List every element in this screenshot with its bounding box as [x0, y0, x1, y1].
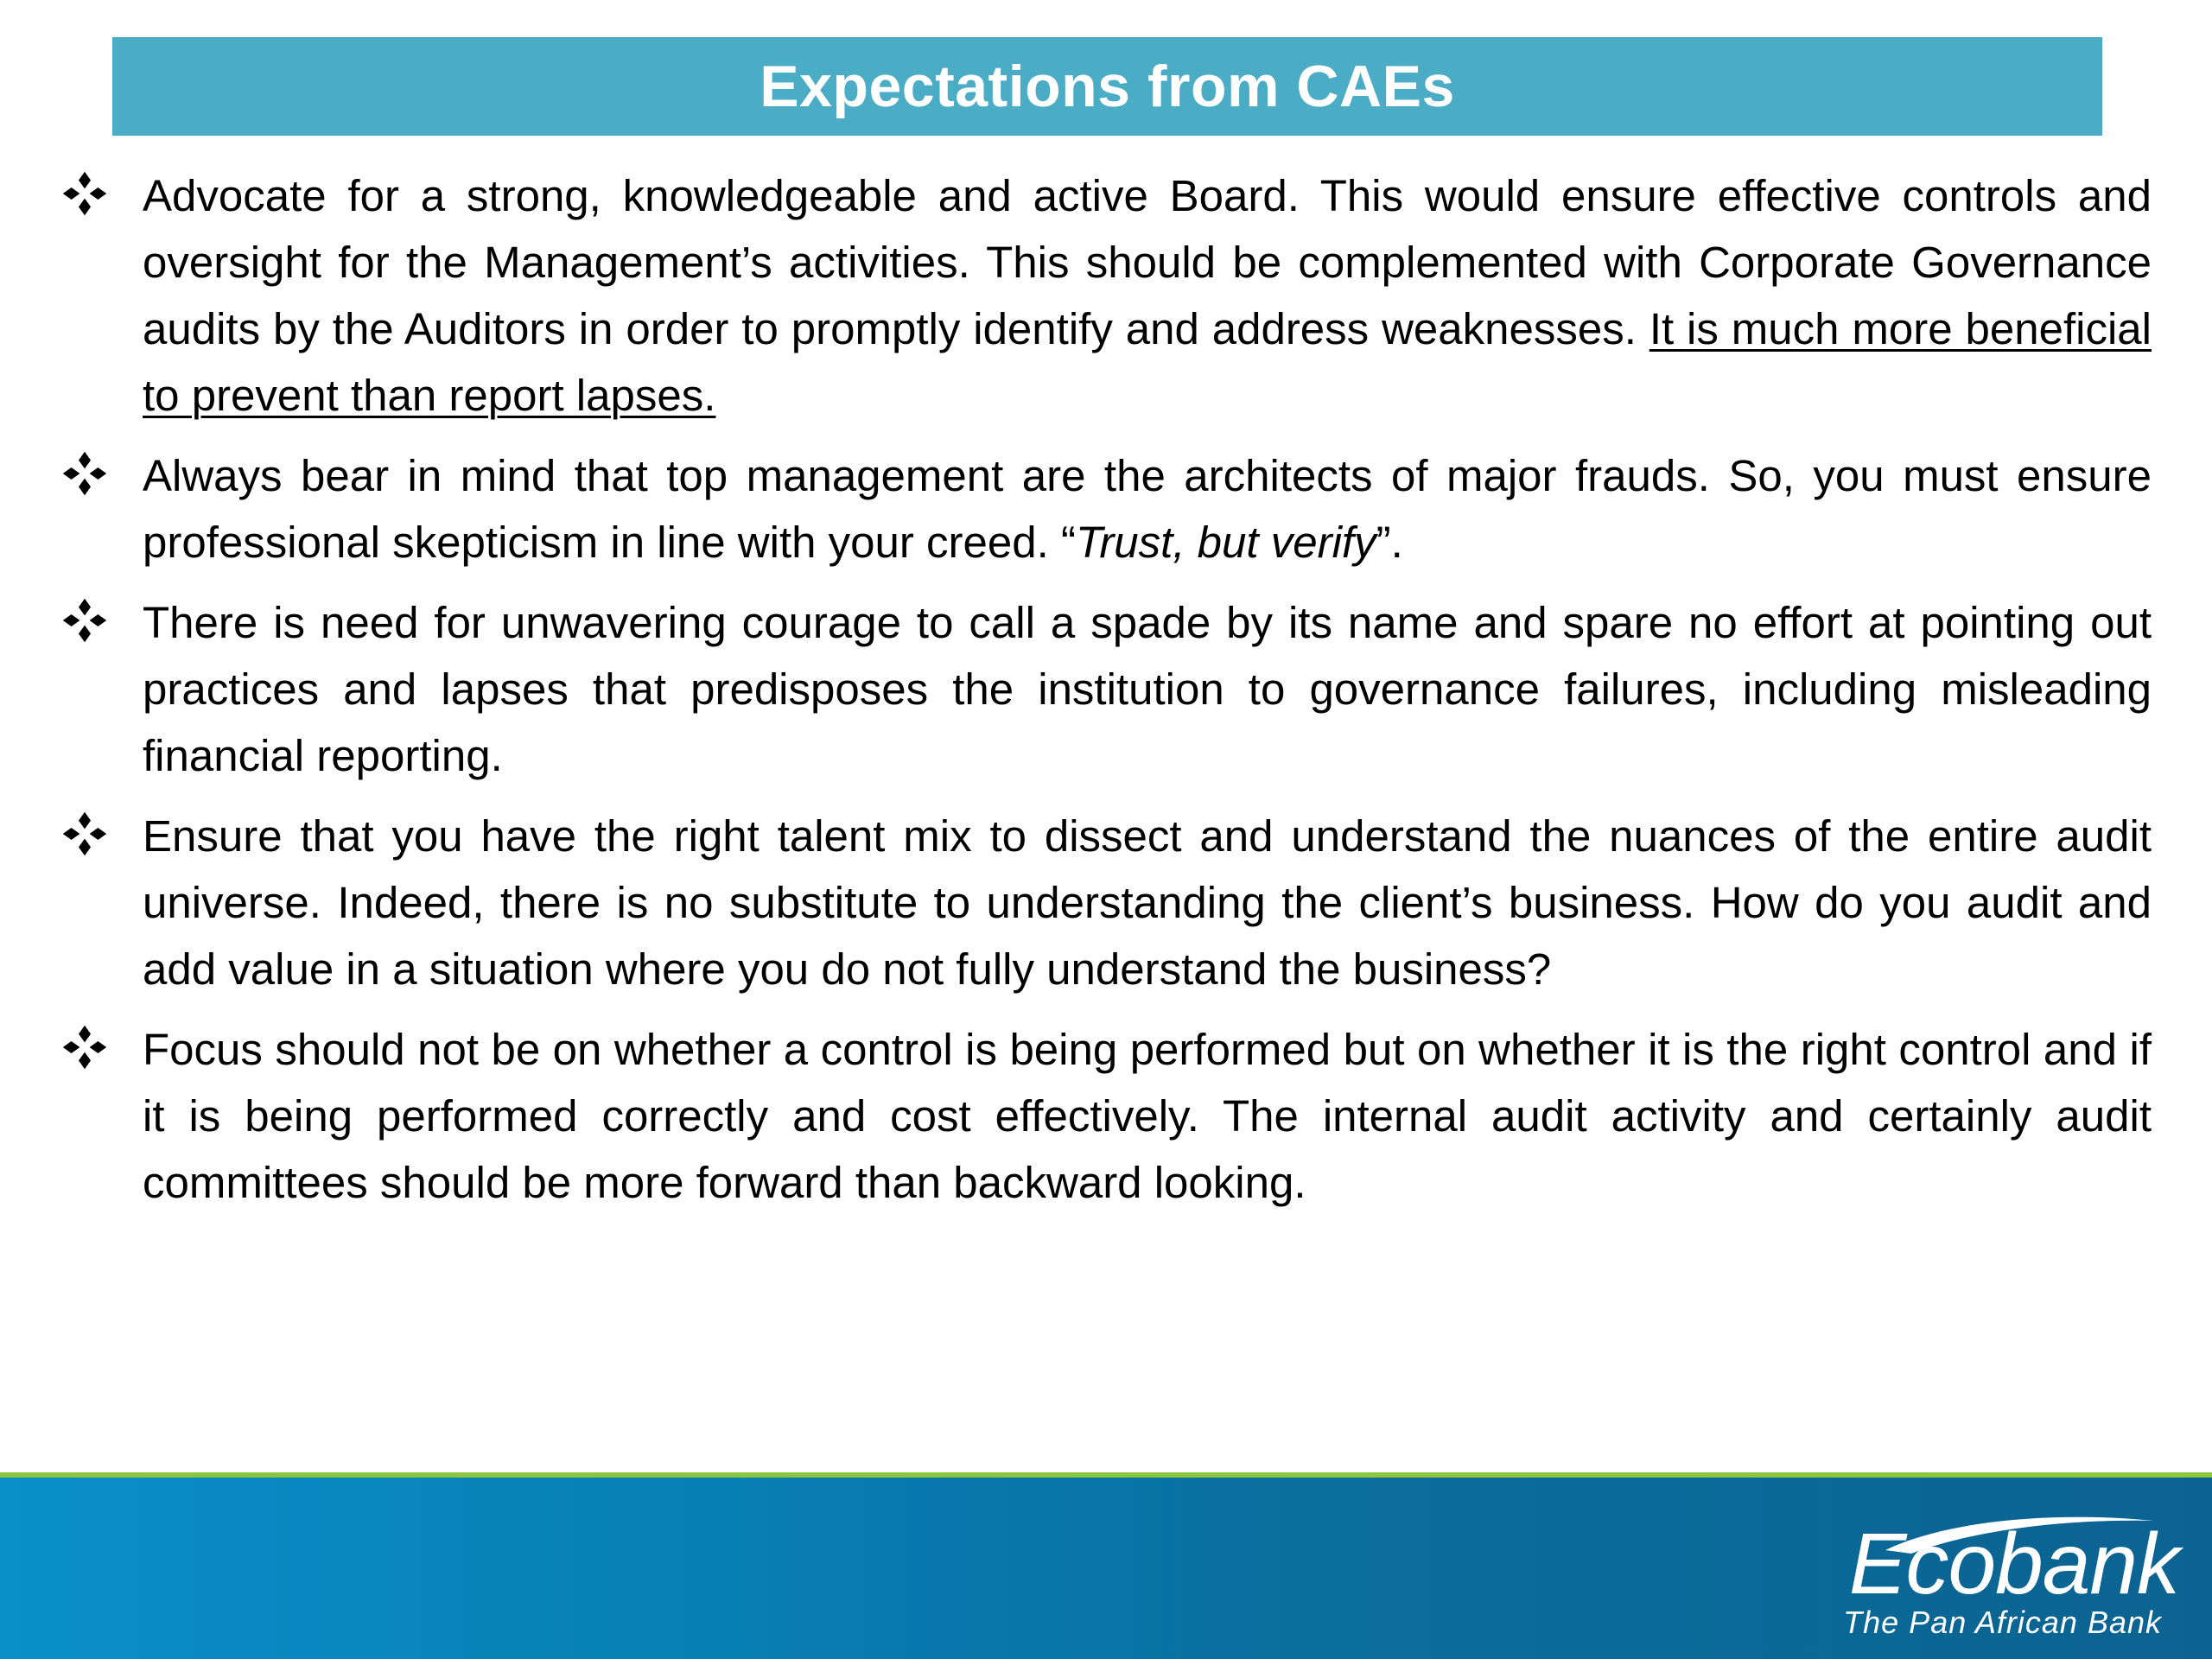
title-bar [112, 37, 2102, 136]
bullet-item [60, 1016, 2152, 1216]
slide-title: Expectations from CAEs [760, 54, 1455, 119]
italic-quote: Trust, but verify [1075, 518, 1376, 567]
bullet-item [60, 589, 2152, 789]
four-diamond-bullet-icon [60, 1023, 109, 1071]
four-diamond-bullet-icon [60, 169, 109, 218]
bullet-closing: ”. [1376, 518, 1403, 567]
underlined-emphasis: It is much more beneficial to prevent than report lapses. [143, 304, 2152, 420]
bullet-text [143, 442, 2152, 575]
bullet-text: Ensure that you have the right talent mix to dissect and understand the nuances of the entire audit universe. Indeed, there is no substitute to understanding the client’s business. How do you audit and add value in a situation where you do not fully understand the business? [143, 811, 2152, 994]
bullet-text: Focus should not be on whether a control is being performed but on whether it is the right control and if it is being performed correctly and cost effectively. The internal audit activity and certainly audit committees should be more forward than backward looking. [143, 1025, 2152, 1207]
bullet-list [60, 162, 2152, 1230]
bullet-item [60, 442, 2152, 575]
bullet-item [60, 803, 2152, 1002]
footer-band [0, 1472, 2212, 1659]
logo-tagline: The Pan African Bank [1843, 1605, 2162, 1640]
four-diamond-bullet-icon [60, 810, 109, 858]
bullet-body: Advocate for a strong, knowledgeable and active Board. This would ensure effective controls and oversight for the Management’s activities. This should be complemented with Corporate Governance audits by the Auditors in order to promptly identify and address weaknesses. [143, 171, 2152, 353]
bullet-text: There is need for unwavering courage to call a spade by its name and spare no effort at pointing out practices and lapses that predisposes the institution to governance failures, including misleading financial reporting. [143, 598, 2152, 780]
bullet-text [143, 162, 2152, 429]
ecobank-logo [1782, 1516, 2179, 1642]
four-diamond-bullet-icon [60, 449, 109, 498]
footer-accent-line [0, 1472, 2212, 1478]
bullet-body: Always bear in mind that top management are the architects of major frauds. So, you must ensure professional skepticism in line with your creed. “ [143, 451, 2152, 567]
logo-wordmark: Ecobank [1848, 1516, 2179, 1612]
bullet-item [60, 162, 2152, 429]
four-diamond-bullet-icon [60, 596, 109, 645]
